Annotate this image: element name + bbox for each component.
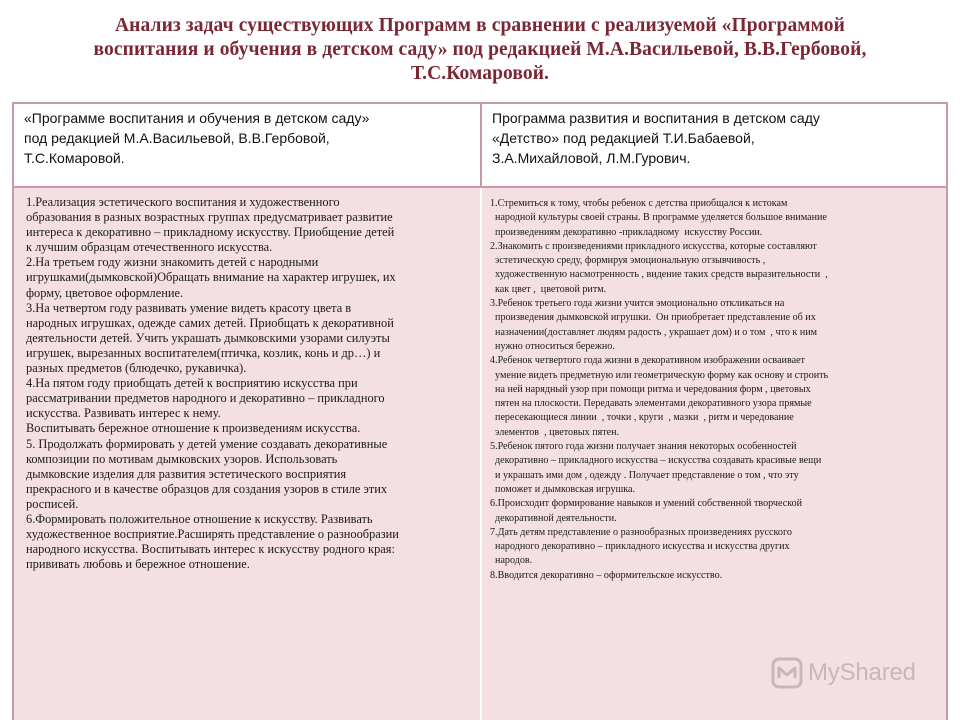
body-line: художественное восприятие.Расширять представление о разнообразии: [26, 527, 399, 542]
body-line: 1.Реализация эстетического воспитания и художественного: [26, 195, 340, 209]
body-line: народных игрушках, одежде самих детей. Приобщать к декоративной: [26, 315, 394, 330]
body-line: разных предметов (блюдечко, рукавичка).: [26, 361, 247, 376]
body-line: назначении(доставляет людям радость , украшает дом) и о том , что к ним: [490, 326, 818, 338]
body-line: игрушек, вырезанных воспитателем(птичка, козлик, конь и др…) и: [26, 345, 381, 360]
body-line: пятен на плоскости. Передавать элементами декоративного узора прямые: [490, 398, 812, 410]
table-header-row: [12, 102, 948, 188]
body-line: нужно относиться бережно.: [490, 340, 615, 352]
header-line: «Программе воспитания и обучения в детском саду»: [24, 110, 370, 126]
header-cell-detstvo-program: [482, 104, 948, 186]
body-line: произведения дымковской игрушки. Он приобретает представление об их: [490, 312, 816, 324]
body-line: произведениям декоративно -прикладному искусству России.: [490, 226, 763, 238]
body-line: и украшать ими дом , одежду . Получает представление о том , что эту: [490, 469, 799, 481]
header-cell-vasilieva-program: [14, 104, 482, 186]
header-line: «Детство» под редакцией Т.И.Бабаевой,: [492, 130, 755, 146]
body-line: 2.На третьем году жизни знакомить детей с народными: [26, 255, 319, 270]
body-line: композиции по мотивам дымковских узоров. Использовать: [26, 451, 338, 466]
title-line: Анализ задач существующих Программ в сравнении с реализуемой «Программой: [114, 15, 845, 36]
body-line: рассматривании предметов народного и декоративно – прикладного: [26, 391, 385, 406]
body-line: народного декоративно – прикладного искусства и искусства других: [490, 541, 790, 553]
body-line: элементов , цветовых пятен.: [490, 426, 620, 438]
body-line: поможет и дымковская игрушка.: [490, 483, 636, 495]
body-line: 6.Формировать положительное отношение к искусству. Развивать: [26, 511, 373, 526]
body-line: Воспитывать бережное отношение к произведениям искусства.: [26, 421, 361, 436]
body-line: 7.Дать детям представление о разнообразных произведениях русского: [490, 526, 792, 538]
body-line: форму, цветовое оформление.: [26, 285, 184, 300]
title-line: воспитания и обучения в детском саду» под редакцией М.А.Васильевой, В.В.Гербовой,: [93, 39, 867, 60]
body-line: 2.Знакомить с произведениями прикладного искусства, которые составляют: [490, 240, 817, 252]
watermark-text: MyShared: [808, 659, 916, 686]
body-line: 5.Ребенок пятого года жизни получает знания некоторых особенностей: [490, 441, 797, 453]
body-line: деятельности детей. Учить украшать дымковскими узорами силуэты: [26, 330, 390, 345]
body-line: 4.Ребенок четвертого года жизни в декоративном изображении осваивает: [490, 355, 805, 367]
myshared-watermark: [770, 654, 930, 694]
header-line: Т.С.Комаровой.: [24, 150, 125, 166]
body-line: 1.Стремиться к тому, чтобы ребенок с детства приобщался к истокам: [490, 198, 788, 209]
body-line: дымковские изделия для развития эстетического восприятия: [26, 466, 347, 481]
body-line: как цвет , цветовой ритм.: [490, 283, 607, 295]
body-line: народного искусства. Воспитывать интерес к искусству родного края:: [26, 542, 395, 557]
body-line: декоративно – прикладного искусства – искусства создавать красивые вещи: [490, 455, 822, 467]
body-line: 3.Ребенок третьего года жизни учится эмоционально откликаться на: [490, 298, 785, 310]
body-line: 8.Вводится декоративно – оформительское искусство.: [490, 569, 723, 581]
body-cell-detstvo-tasks: [482, 188, 948, 720]
title-line: Т.С.Комаровой.: [410, 63, 550, 84]
body-line: на ней нарядный узор при помощи ритма и чередования форм , цветовых: [490, 383, 811, 395]
body-line: художественную насмотренность , видение таких средств выразительности ,: [490, 269, 828, 281]
body-cell-vasilieva-tasks: [14, 188, 482, 720]
body-line: росписей.: [26, 496, 79, 511]
body-line: образования в разных возрастных группах предусматривает развитие: [26, 210, 393, 225]
body-line: прививать любовь и бережное отношение.: [26, 557, 250, 572]
body-line: 3.На четвертом году развивать умение видеть красоту цвета в: [26, 300, 352, 315]
body-line: декоративной деятельности.: [490, 512, 617, 524]
body-line: пересекающиеся линии , точки , круги , мазки , ритм и чередование: [490, 412, 794, 424]
body-line: умение видеть предметную или геометрическую форму как основу и строить: [490, 369, 829, 381]
body-line: 4.На пятом году приобщать детей к восприятию искусства при: [26, 376, 358, 391]
body-line: 5. Продолжать формировать у детей умение создавать декоративные: [26, 436, 388, 451]
body-line: народной культуры своей страны. В программе уделяется большое внимание: [490, 212, 827, 224]
header-line: З.А.Михайловой, Л.М.Гурович.: [492, 150, 691, 166]
body-line: искусства. Развивать интерес к нему.: [26, 406, 221, 421]
table-body-row: [12, 188, 948, 720]
myshared-logo-icon: [770, 656, 804, 690]
header-line: Программа развития и воспитания в детском саду: [492, 110, 820, 126]
body-line: прекрасного и в качестве образцов для создания узоров в стиле этих: [26, 481, 388, 496]
comparison-table: [12, 102, 948, 720]
body-line: эстетическую среду, формируя эмоциональную отзывчивость ,: [490, 255, 766, 267]
body-line: игрушками(дымковской)Обращать внимание на характер игрушек, их: [26, 270, 396, 285]
body-line: к лучшим образцам отечественного искусства.: [26, 240, 273, 255]
header-line: под редакцией М.А.Васильевой, В.В.Гербовой,: [24, 130, 330, 146]
page-title: [50, 14, 910, 86]
body-line: интереса к декоративно – прикладному искусству. Приобщение детей: [26, 225, 395, 240]
body-line: 6.Происходит формирование навыков и умений собственной творческой: [490, 498, 803, 510]
body-line: народов.: [490, 555, 533, 567]
